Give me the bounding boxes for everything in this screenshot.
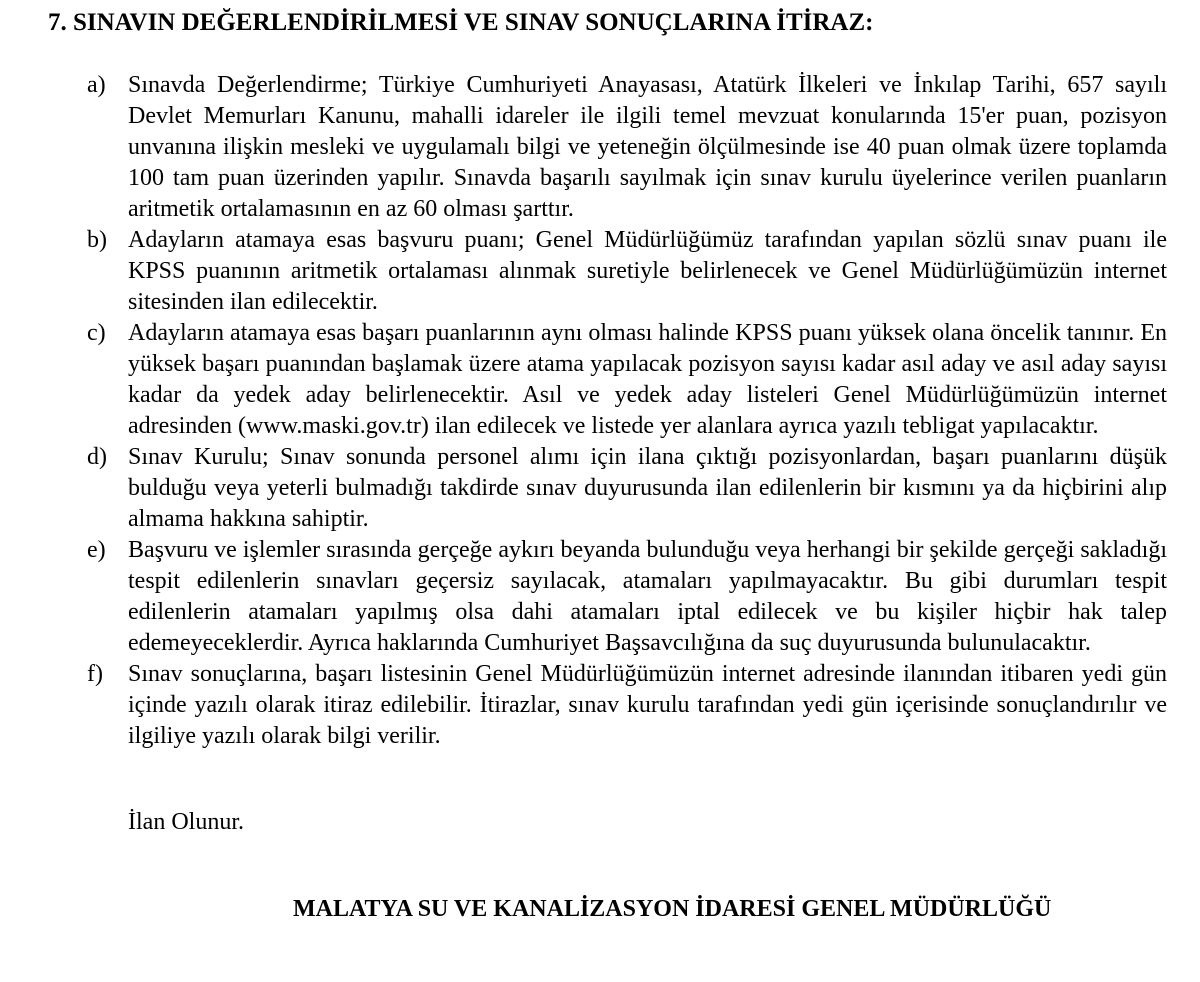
list-item-text: Sınav sonuçlarına, başarı listesinin Genel Müdürlüğümüzün internet adresinde ilanından itibaren yedi gün içinde yazılı olarak itiraz edilebilir. İtirazlar, sınav kurulu tarafından yedi gün içerisinde sonuçlandırılır ve ilgiliye yazılı olarak bilgi verilir. (128, 661, 1167, 749)
list-item-c (87, 318, 1167, 442)
evaluation-rules-list (87, 70, 1167, 752)
issuer-signature: MALATYA SU VE KANALİZASYON İDARESİ GENEL MÜDÜRLÜĞÜ (293, 896, 1052, 922)
list-item-text: Adayların atamaya esas başvuru puanı; Genel Müdürlüğümüz tarafından yapılan sözlü sınav puanı ile KPSS puanının aritmetik ortalaması alınmak suretiyle belirlenecek ve Genel Müdürlüğümüzün internet sitesinden ilan edilecektir. (128, 227, 1167, 315)
section-heading: 7. SINAVIN DEĞERLENDİRİLMESİ VE SINAV SONUÇLARINA İTİRAZ: (48, 9, 874, 36)
list-marker: c) (87, 320, 106, 346)
list-marker: e) (87, 537, 106, 563)
list-item-text: Sınavda Değerlendirme; Türkiye Cumhuriyeti Anayasası, Atatürk İlkeleri ve İnkılap Tarihi, 657 sayılı Devlet Memurları Kanunu, mahalli idareler ile ilgili temel mevzuat konularında 15'er puan, pozisyon unvanına ilişkin mesleki ve uygulamalı bilgi ve yeteneğin ölçülmesinde ise 40 puan olmak üzere toplamda 100 tam puan üzerinden yapılır. Sınavda başarılı sayılmak için sınav kurulu üyelerince verilen puanların aritmetik ortalamasının en az 60 olması şarttır. (128, 72, 1167, 222)
list-item-e (87, 535, 1167, 659)
list-item-text: Sınav Kurulu; Sınav sonunda personel alımı için ilana çıktığı pozisyonlardan, başarı puanlarını düşük bulduğu veya yeterli bulmadığı takdirde sınav duyurusunda ilan edilenlerin bir kısmını ya da hiçbirini alıp almama hakkına sahiptir. (128, 444, 1167, 532)
list-item-a (87, 70, 1167, 225)
list-item-d (87, 442, 1167, 535)
list-item-text: Adayların atamaya esas başarı puanlarının aynı olması halinde KPSS puanı yüksek olana öncelik tanınır. En yüksek başarı puanından başlamak üzere atama yapılacak pozisyon sayısı kadar asıl aday ve asıl aday sayısı kadar da yedek aday belirlenecektir. Asıl ve yedek aday listeleri Genel Müdürlüğümüzün internet adresinden (www.maski.gov.tr) ilan edilecek ve listede yer alanlara ayrıca yazılı tebligat yapılacaktır. (128, 320, 1167, 439)
list-marker: d) (87, 444, 107, 470)
closing-line: İlan Olunur. (128, 809, 244, 835)
list-item-f (87, 659, 1167, 752)
list-marker: b) (87, 227, 107, 253)
list-marker: f) (87, 661, 103, 687)
list-item-text: Başvuru ve işlemler sırasında gerçeğe aykırı beyanda bulunduğu veya herhangi bir şekilde gerçeği sakladığı tespit edilenlerin sınavları geçersiz sayılacak, atamaları yapılmayacaktır. Bu gibi durumları tespit edilenlerin atamaları yapılmış olsa dahi atamaları iptal edilecek ve bu kişiler hiçbir hak talep edemeyeceklerdir. Ayrıca haklarında Cumhuriyet Başsavcılığına da suç duyurusunda bulunulacaktır. (128, 537, 1167, 656)
list-marker: a) (87, 72, 106, 98)
list-item-b (87, 225, 1167, 318)
